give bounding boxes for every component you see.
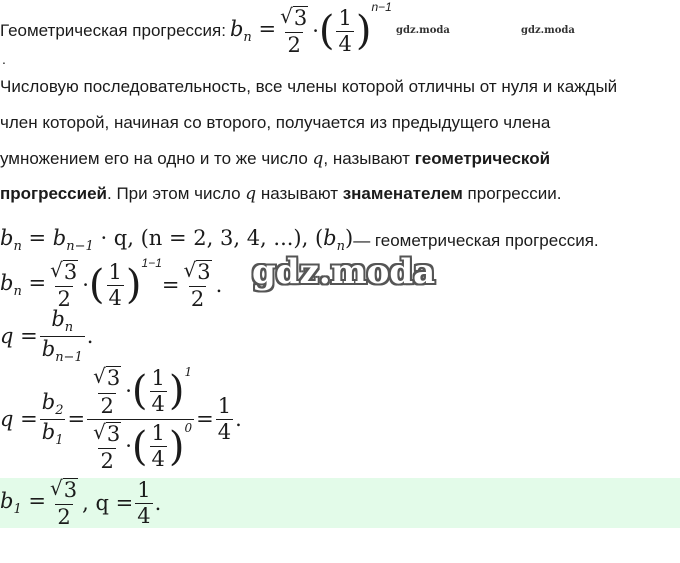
q-calculation-formula: q = $\frac{b_2}{b_1}$ = √ 3 2 · ( $\frac{1}{4}$ ) 1 √ 3 2 · ( $\frac{1}{4}$ ) 0 = $\frac{1}{4}$ . [0, 364, 242, 473]
compound-fraction: √ 3 2 · ( $\frac{1}{4}$ ) 1 √ 3 2 · ( $\frac{1}{4}$ ) 0 [87, 366, 194, 471]
q-definition-formula: q = $\frac{b_n}{b_{n-1}}$ . [0, 306, 94, 365]
watermark-large: gdz.moda [252, 252, 436, 292]
definition-line-1: Числовую последовательность, все члены которой отличны от нуля и каждый [0, 77, 618, 96]
answer-formula: $b_1$ = √ 3 2 , q = $\frac{1}{4}$ . [0, 475, 162, 530]
bn-example-formula: $b_n$ = √ 3 2 · ( $\frac{1}{4}$ ) 1−1 = √ 3 2 . [0, 256, 223, 312]
stray-dot: . [2, 51, 6, 67]
definition-line-2: член которой, начиная со второго, получается из предыдущего члена [0, 113, 551, 132]
watermark-small-2: gdz.moda [521, 25, 575, 36]
definition-line-4: прогрессией. При этом число q называют знаменателем прогрессии. [0, 184, 562, 204]
recurrence-formula: $b_n = b_{n-1} \cdot q$, (n = 2, 3, 4, ...), $(b_n)$ — геометрическая прогрессия. [0, 226, 599, 254]
header-formula: Геометрическая прогрессия: $b_n$ = √ 3 2 · ( $\frac{1}{4}$ ) n−1 [0, 0, 392, 58]
header-label: Геометрическая прогрессия: [0, 21, 226, 40]
one-quarter: $\frac{1}{4}$ [338, 5, 352, 56]
definition-line-3: умножением его на одно и то же число q, называют геометрической [0, 149, 551, 169]
sqrt3-over-2: √ 3 2 [280, 3, 308, 58]
watermark-small-1: gdz.moda [396, 25, 450, 36]
exponent: n−1 [371, 0, 392, 14]
